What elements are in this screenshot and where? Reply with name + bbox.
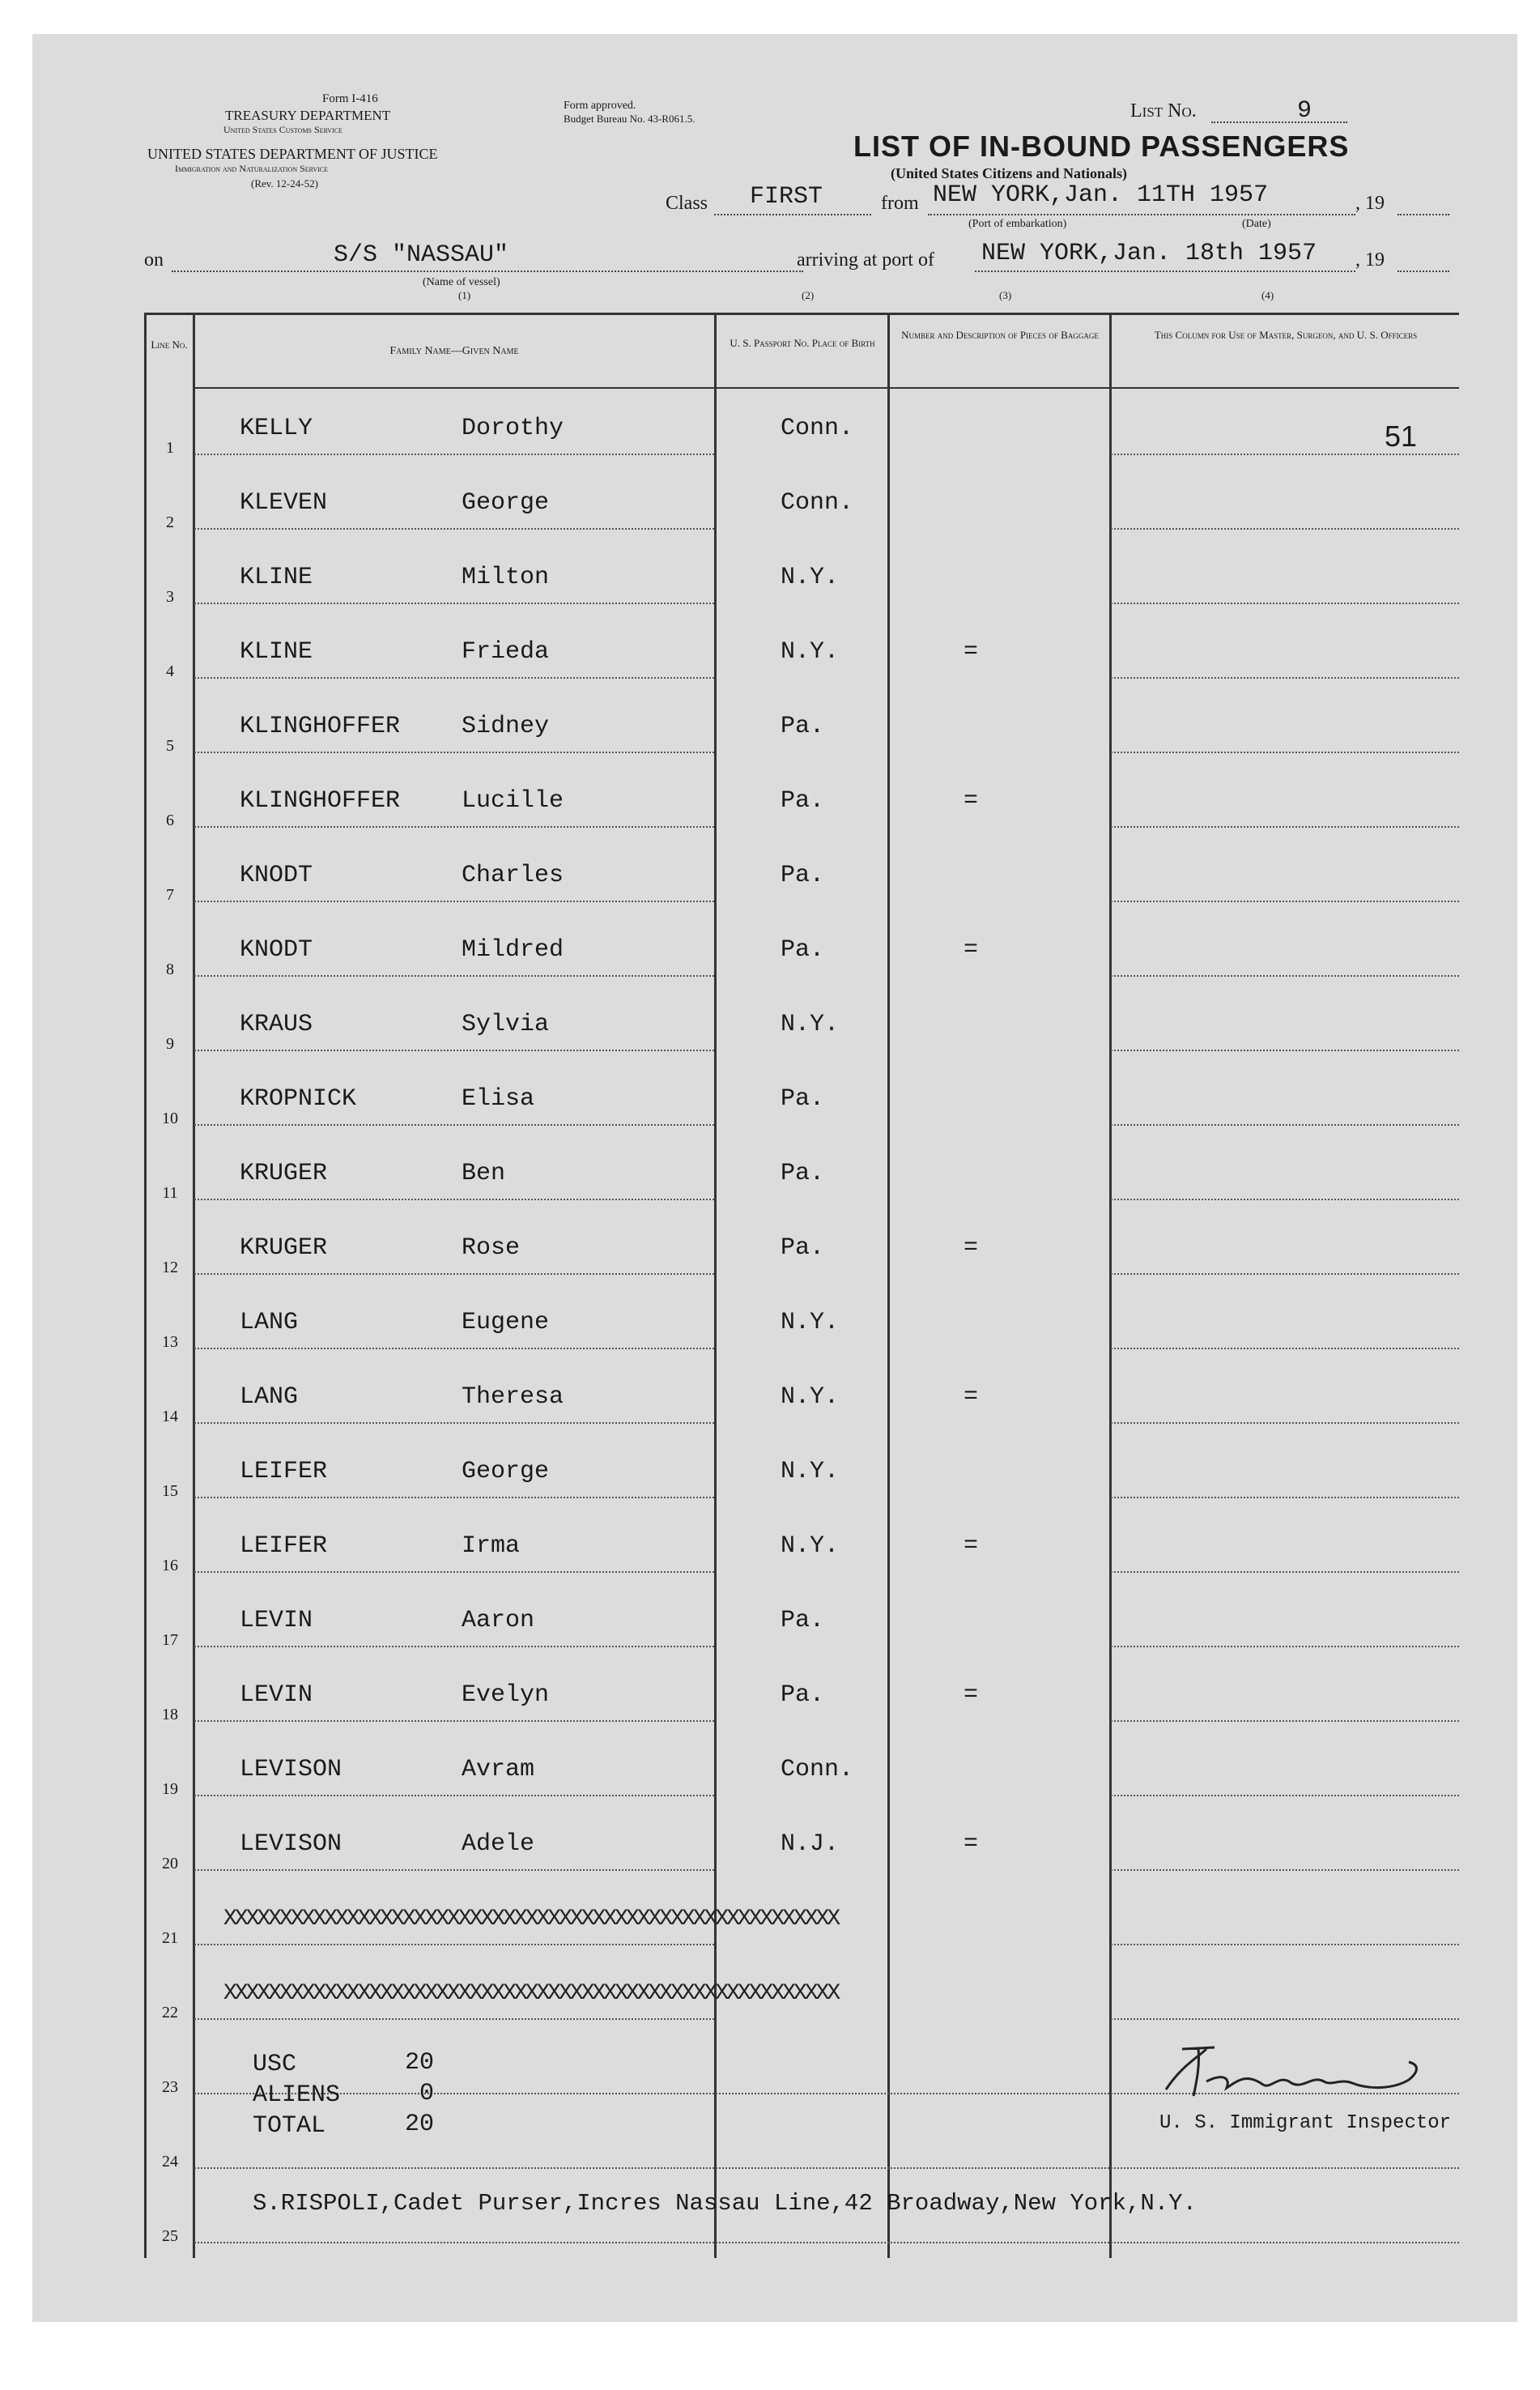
baggage-col-divider	[1109, 313, 1112, 2258]
date-label: (Date)	[1242, 218, 1271, 230]
row-dotline	[194, 901, 714, 902]
row-dotline	[194, 1795, 714, 1796]
list-no-value: 9	[1297, 97, 1312, 125]
place-of-birth: Conn.	[781, 1756, 854, 1783]
col-header-baggage: Number and Description of Pieces of Baggage	[901, 329, 1099, 341]
row-dotline	[194, 1571, 714, 1573]
line-number: 25	[162, 2227, 178, 2245]
family-name: LEVISON	[240, 1756, 342, 1783]
family-name: LEVIN	[240, 1681, 313, 1709]
place-of-birth: Pa.	[781, 862, 825, 889]
row-dotline	[194, 1050, 714, 1051]
row-dotline	[194, 603, 714, 604]
inspector-title: U. S. Immigrant Inspector	[1159, 2112, 1452, 2134]
col-header-name: Family Name—Given Name	[389, 345, 519, 357]
given-name: Irma	[462, 1532, 521, 1560]
table-top-border	[144, 313, 1459, 315]
line-number: 15	[162, 1482, 178, 1500]
given-name: Sidney	[462, 713, 550, 740]
baggage-mark: =	[964, 1830, 979, 1858]
arrival-year-dotline	[1397, 271, 1449, 272]
given-name: Adele	[462, 1830, 535, 1858]
row-dotline	[194, 1199, 714, 1200]
row-dotline	[194, 1124, 714, 1126]
on-label: on	[144, 249, 164, 271]
family-name: KNODT	[240, 862, 313, 889]
list-no-dotline	[1211, 121, 1347, 123]
arriving-label: arriving at port of	[797, 249, 934, 271]
place-of-birth: Pa.	[781, 1681, 825, 1709]
row-dotline	[1111, 1795, 1459, 1796]
aliens-label: ALIENS	[253, 2081, 341, 2109]
manifest-sheet	[32, 34, 1517, 2322]
line-number: 22	[162, 2004, 178, 2021]
line-number: 4	[166, 662, 174, 680]
usc-label: USC	[253, 2051, 297, 2078]
family-name: LEIFER	[240, 1458, 328, 1485]
given-name: Elisa	[462, 1085, 535, 1113]
baggage-mark: =	[964, 936, 979, 964]
page-title: LIST OF IN-BOUND PASSENGERS	[853, 130, 1350, 163]
row-dotline	[1111, 2018, 1459, 2020]
line-number: 21	[162, 1929, 178, 1947]
line-number: 9	[166, 1035, 174, 1053]
passport-col-divider	[887, 313, 890, 2258]
line-number: 1	[166, 439, 174, 457]
family-name: KLINE	[240, 638, 313, 666]
family-name: KLINGHOFFER	[240, 713, 401, 740]
given-name: Mildred	[462, 936, 564, 964]
from-year-dotline	[1397, 214, 1449, 215]
given-name: Rose	[462, 1234, 521, 1262]
inspector-signature	[1150, 2033, 1490, 2114]
line-number: 13	[162, 1333, 178, 1351]
line-number: 17	[162, 1631, 178, 1649]
ins-service: Immigration and Naturalization Service	[175, 163, 329, 174]
arrival-year-suffix: , 19	[1355, 249, 1385, 271]
line-number: 2	[166, 513, 174, 531]
family-name: KLINGHOFFER	[240, 787, 401, 815]
line-number: 19	[162, 1780, 178, 1798]
justice-dept: UNITED STATES DEPARTMENT OF JUSTICE	[147, 146, 438, 162]
line-number: 10	[162, 1110, 178, 1127]
family-name: KROPNICK	[240, 1085, 357, 1113]
place-of-birth: Pa.	[781, 1085, 825, 1113]
family-name: KRAUS	[240, 1011, 313, 1038]
baggage-mark: =	[964, 1681, 979, 1709]
given-name: Lucille	[462, 787, 564, 815]
page-subtitle: (United States Citizens and Nationals)	[891, 165, 1128, 181]
family-name: KNODT	[240, 936, 313, 964]
officer-note: 51	[1385, 420, 1418, 453]
row-dotline	[194, 1869, 714, 1871]
treasury-dept: TREASURY DEPARTMENT	[225, 108, 391, 123]
baggage-mark: =	[964, 638, 979, 666]
arrival-dotline	[975, 271, 1355, 272]
form-approved: Form approved.	[564, 100, 636, 112]
row-dotline	[1111, 677, 1459, 679]
revision-date: (Rev. 12-24-52)	[251, 177, 318, 190]
row-dotline	[194, 1422, 714, 1424]
place-of-birth: Pa.	[781, 936, 825, 964]
given-name: Dorothy	[462, 415, 564, 442]
name-col-divider	[714, 313, 717, 2258]
given-name: Eugene	[462, 1309, 550, 1336]
row-dotline	[194, 1497, 714, 1498]
family-name: KRUGER	[240, 1234, 328, 1262]
line-number: 7	[166, 886, 174, 904]
place-of-birth: N.Y.	[781, 1383, 840, 1411]
list-no-label: List No.	[1130, 100, 1197, 121]
given-name: Frieda	[462, 638, 550, 666]
row-dotline	[1111, 1348, 1459, 1349]
row-dotline	[1111, 1422, 1459, 1424]
row-dotline	[1111, 1497, 1459, 1498]
class-dotline	[714, 214, 871, 215]
place-of-birth: N.J.	[781, 1830, 840, 1858]
given-name: George	[462, 489, 550, 517]
baggage-mark: =	[964, 1383, 979, 1411]
row-dotline	[194, 528, 714, 530]
row-dotline	[194, 752, 714, 753]
given-name: Ben	[462, 1160, 506, 1187]
place-of-birth: Conn.	[781, 415, 854, 442]
line-number: 24	[162, 2153, 178, 2171]
place-of-birth: Conn.	[781, 489, 854, 517]
struck-entry: XXXXXXXXXXXXXXXXXXXXXXXXXXXXXXXXXXXXXXXXXXXXXXXXXXXXXXX	[223, 1906, 839, 1932]
family-name: LANG	[240, 1309, 299, 1336]
family-name: KLINE	[240, 564, 313, 591]
baggage-mark: =	[964, 1234, 979, 1262]
vessel-dotline	[172, 271, 803, 272]
place-of-birth: Pa.	[781, 1160, 825, 1187]
row-dotline	[1111, 1646, 1459, 1647]
given-name: Evelyn	[462, 1681, 550, 1709]
line-number: 3	[166, 588, 174, 606]
row-dotline	[194, 1646, 714, 1647]
col2-number: (2)	[802, 289, 815, 301]
line-number: 8	[166, 961, 174, 978]
family-name: LEIFER	[240, 1532, 328, 1560]
place-of-birth: N.Y.	[781, 1011, 840, 1038]
line-number: 20	[162, 1855, 178, 1872]
line-number: 12	[162, 1259, 178, 1276]
arrival-value: NEW YORK,Jan. 18th 1957	[981, 240, 1317, 267]
given-name: Milton	[462, 564, 550, 591]
row-dotline	[1111, 1199, 1459, 1200]
place-of-birth: N.Y.	[781, 1458, 840, 1485]
baggage-mark: =	[964, 1532, 979, 1560]
given-name: Aaron	[462, 1607, 535, 1634]
customs-service: United States Customs Service	[223, 124, 342, 135]
from-value: NEW YORK,Jan. 11TH 1957	[933, 181, 1269, 209]
from-year-suffix: , 19	[1355, 193, 1385, 214]
line-number: 18	[162, 1706, 178, 1723]
row-dotline	[194, 454, 714, 455]
table-header-border	[193, 387, 1459, 389]
row-dotline	[1111, 752, 1459, 753]
family-name: KRUGER	[240, 1160, 328, 1187]
line-number: 5	[166, 737, 174, 755]
row-dotline	[194, 1348, 714, 1349]
given-name: Charles	[462, 862, 564, 889]
place-of-birth: Pa.	[781, 787, 825, 815]
aliens-count: 0	[419, 2080, 435, 2107]
row-dotline	[1111, 1571, 1459, 1573]
row-dotline	[194, 677, 714, 679]
line-number: 16	[162, 1557, 178, 1574]
place-of-birth: N.Y.	[781, 1309, 840, 1336]
row-dotline	[194, 2167, 1459, 2169]
row-dotline	[194, 2018, 714, 2020]
row-dotline	[194, 1273, 714, 1275]
place-of-birth: N.Y.	[781, 638, 840, 666]
form-number: Form I-416	[322, 92, 378, 105]
family-name: LANG	[240, 1383, 299, 1411]
budget-bureau: Budget Bureau No. 43-R061.5.	[564, 113, 696, 125]
row-dotline	[1111, 528, 1459, 530]
total-count: 20	[405, 2111, 435, 2138]
family-name: LEVIN	[240, 1607, 313, 1634]
row-dotline	[194, 2242, 1459, 2243]
col4-number: (4)	[1261, 289, 1274, 301]
family-name: LEVISON	[240, 1830, 342, 1858]
line-number: 23	[162, 2078, 178, 2096]
line-number: 6	[166, 812, 174, 829]
row-dotline	[1111, 603, 1459, 604]
family-name: KELLY	[240, 415, 313, 442]
col-header-officers: This Column for Use of Master, Surgeon, and U. S. Officers	[1154, 329, 1418, 341]
row-dotline	[1111, 1869, 1459, 1871]
row-dotline	[1111, 1720, 1459, 1722]
struck-entry: XXXXXXXXXXXXXXXXXXXXXXXXXXXXXXXXXXXXXXXXXXXXXXXXXXXXXXX	[223, 1981, 839, 2006]
given-name: Sylvia	[462, 1011, 550, 1038]
col-header-passport: U. S. Passport No. Place of Birth	[730, 337, 875, 349]
given-name: Avram	[462, 1756, 535, 1783]
col3-number: (3)	[999, 289, 1012, 301]
col-header-line: Line No.	[151, 339, 188, 351]
usc-count: 20	[405, 2049, 435, 2077]
row-dotline	[1111, 1273, 1459, 1275]
row-dotline	[1111, 975, 1459, 977]
class-label: Class	[666, 193, 708, 214]
row-dotline	[194, 1944, 714, 1945]
col1-number: (1)	[458, 289, 471, 301]
given-name: Theresa	[462, 1383, 564, 1411]
place-of-birth: Pa.	[781, 1234, 825, 1262]
row-dotline	[1111, 826, 1459, 828]
row-dotline	[1111, 1944, 1459, 1945]
row-dotline	[194, 826, 714, 828]
place-of-birth: Pa.	[781, 713, 825, 740]
from-label: from	[881, 193, 919, 214]
purser-footer: S.RISPOLI,Cadet Purser,Incres Nassau Line,42 Broadway,New York,N.Y.	[253, 2190, 1197, 2217]
port-embarkation-label: (Port of embarkation)	[968, 218, 1067, 230]
place-of-birth: Pa.	[781, 1607, 825, 1634]
place-of-birth: N.Y.	[781, 1532, 840, 1560]
from-dotline	[928, 214, 1355, 215]
total-label: TOTAL	[253, 2112, 326, 2140]
row-dotline	[194, 1720, 714, 1722]
line-number: 14	[162, 1408, 178, 1425]
line-number: 11	[162, 1184, 178, 1202]
given-name: George	[462, 1458, 550, 1485]
row-dotline	[194, 975, 714, 977]
place-of-birth: N.Y.	[781, 564, 840, 591]
vessel-name: S/S "NASSAU"	[334, 241, 509, 269]
baggage-mark: =	[964, 787, 979, 815]
row-dotline	[1111, 454, 1459, 455]
class-value: FIRST	[750, 183, 823, 211]
row-dotline	[1111, 1124, 1459, 1126]
row-dotline	[1111, 901, 1459, 902]
vessel-label: (Name of vessel)	[423, 276, 500, 288]
family-name: KLEVEN	[240, 489, 328, 517]
row-dotline	[1111, 1050, 1459, 1051]
